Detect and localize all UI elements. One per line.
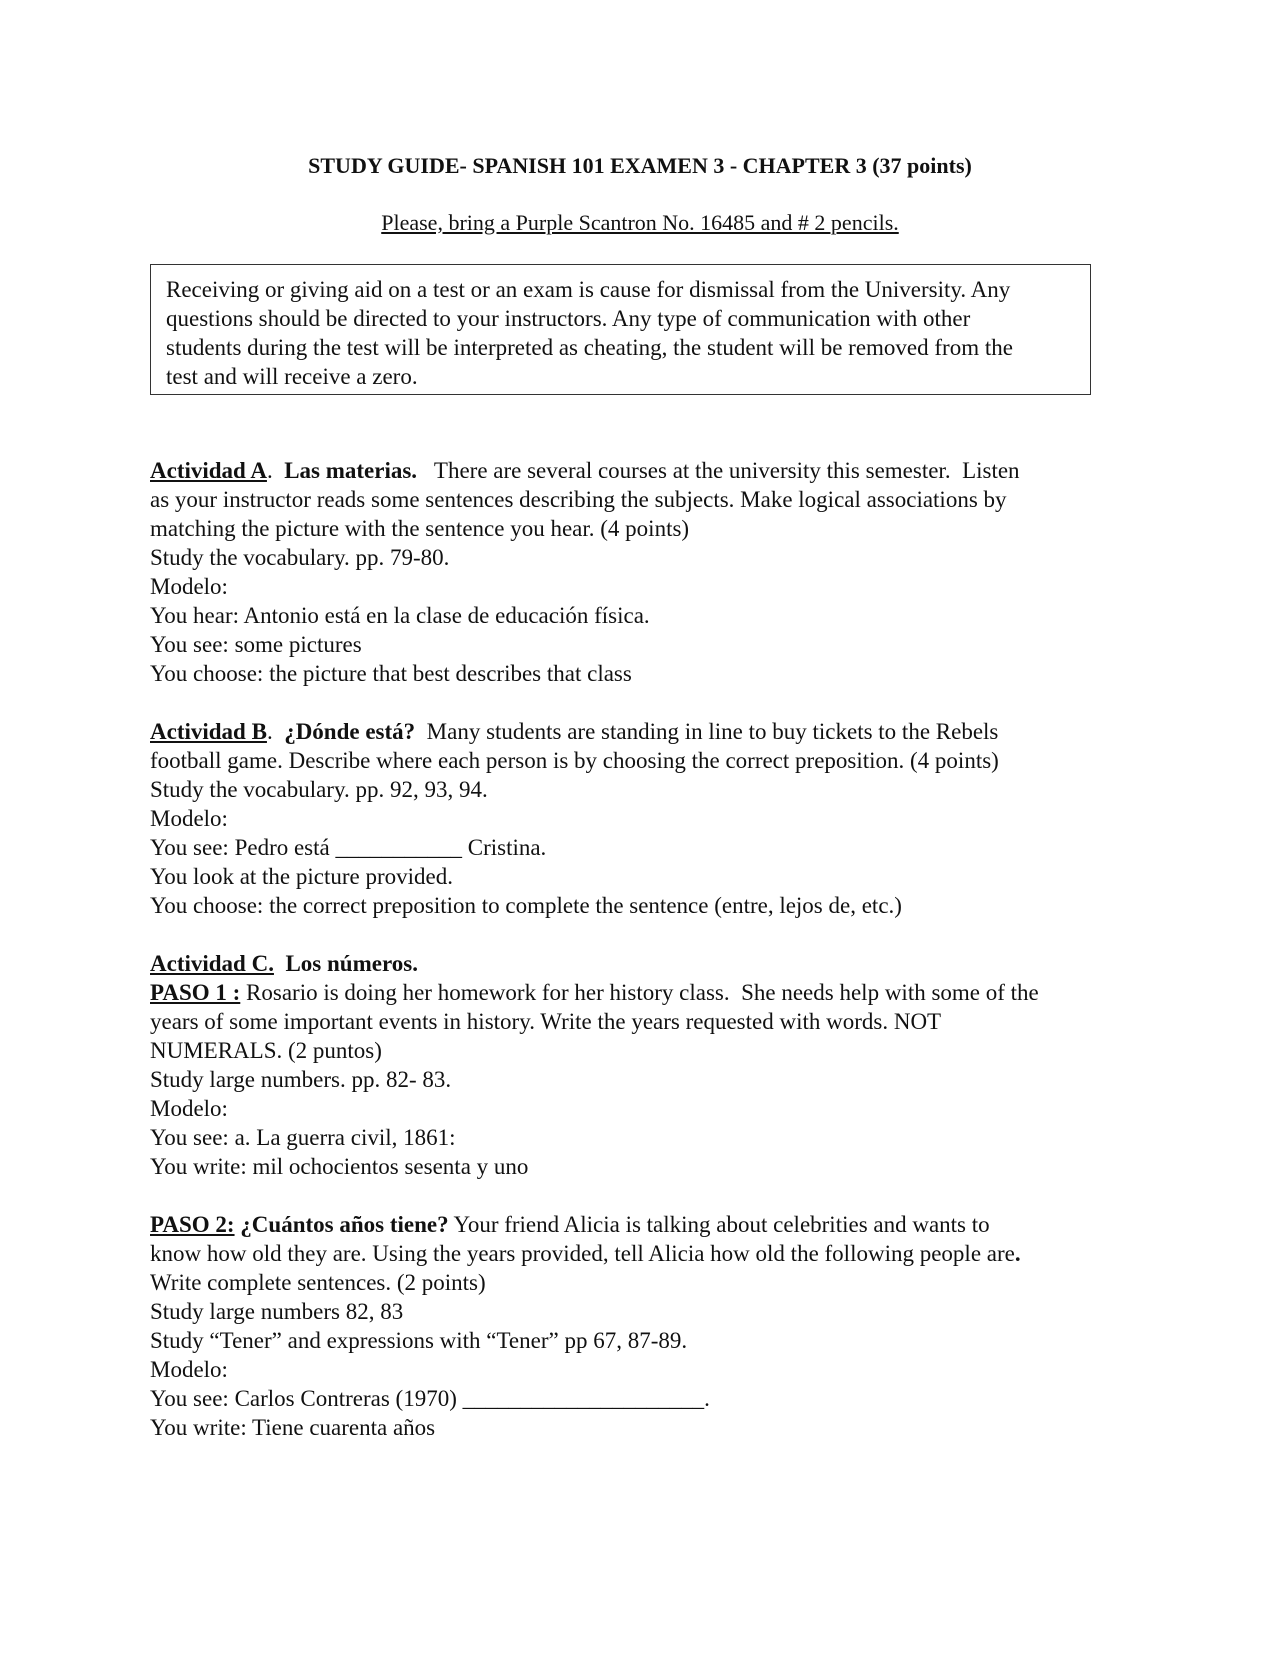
paso-1-heading-line xyxy=(150,978,1130,1007)
actividad-b-label: Actividad B xyxy=(150,719,267,744)
page-subtitle: Please, bring a Purple Scantron No. 16485 and # 2 pencils. xyxy=(381,210,899,235)
paso-1-line: NUMERALS. (2 puntos) xyxy=(150,1038,382,1063)
page-title: STUDY GUIDE- SPANISH 101 EXAMEN 3 - CHAPTER 3 (37 points) xyxy=(308,153,972,178)
study-guide-content xyxy=(150,456,1130,1442)
paso-2-line: Study “Tener” and expressions with “Tener” pp 67, 87-89. xyxy=(150,1328,688,1353)
actividad-a-line: Modelo: xyxy=(150,574,228,599)
paso-2-label: PASO 2: xyxy=(150,1212,235,1237)
actividad-c-label: Actividad C. xyxy=(150,951,274,976)
section-spacer xyxy=(150,688,1130,717)
paso-2-line: Study large numbers 82, 83 xyxy=(150,1299,404,1324)
paso-2-heading-line xyxy=(150,1210,1130,1239)
actividad-b-line: You see: Pedro está ___________ Cristina. xyxy=(150,835,547,860)
paso-1-label: PASO 1 : xyxy=(150,980,241,1005)
academic-integrity-notice xyxy=(150,264,1091,395)
actividad-a-heading-line xyxy=(150,456,1130,485)
actividad-c-heading-line xyxy=(150,949,1130,978)
paso-2-line xyxy=(150,1239,1130,1268)
actividad-b-line: football game. Describe where each person is by choosing the correct preposition. (4 points) xyxy=(150,748,999,773)
actividad-a-line: as your instructor reads some sentences describing the subjects. Make logical associations by xyxy=(150,487,1007,512)
paso-1-line: Study large numbers. pp. 82- 83. xyxy=(150,1067,452,1092)
paso-2-intro: Your friend Alicia is talking about celebrities and wants to xyxy=(448,1212,990,1237)
section-spacer xyxy=(150,920,1130,949)
actividad-a-line: You choose: the picture that best describes that class xyxy=(150,661,632,686)
paso-1-line: years of some important events in history. Write the years requested with words. NOT xyxy=(150,1009,942,1034)
actividad-b-separator: . xyxy=(266,719,285,744)
actividad-a-label: Actividad A xyxy=(150,458,267,483)
notice-line: questions should be directed to your instructors. Any type of communication with other xyxy=(166,306,971,331)
actividad-a-intro: There are several courses at the university this semester. Listen xyxy=(417,458,1020,483)
actividad-b-heading: ¿Dónde está? xyxy=(284,719,416,744)
notice-line: students during the test will be interpreted as cheating, the student will be removed from the xyxy=(166,335,1013,360)
actividad-a-line: matching the picture with the sentence you hear. (4 points) xyxy=(150,516,690,541)
actividad-b-line: You look at the picture provided. xyxy=(150,864,454,889)
paso-1-line: You write: mil ochocientos sesenta y uno xyxy=(150,1154,529,1179)
actividad-a-line: You hear: Antonio está en la clase de educación física. xyxy=(150,603,650,628)
section-spacer xyxy=(150,1181,1130,1210)
actividad-b-heading-line xyxy=(150,717,1130,746)
paso-1-intro: Rosario is doing her homework for her history class. She needs help with some of the xyxy=(240,980,1039,1005)
paso-2-line: Modelo: xyxy=(150,1357,228,1382)
actividad-c-heading: Los números. xyxy=(273,951,418,976)
actividad-a-separator: . xyxy=(266,458,285,483)
paso-2-line: You write: Tiene cuarenta años xyxy=(150,1415,436,1440)
actividad-a-heading: Las materias. xyxy=(284,458,418,483)
paso-2-line: Write complete sentences. (2 points) xyxy=(150,1270,486,1295)
paso-2-line-text: know how old they are. Using the years provided, tell Alicia how old the following people are xyxy=(150,1241,1015,1266)
paso-2-line: You see: Carlos Contreras (1970) _____________________. xyxy=(150,1386,710,1411)
actividad-a-line: You see: some pictures xyxy=(150,632,362,657)
actividad-a-line: Study the vocabulary. pp. 79-80. xyxy=(150,545,450,570)
paso-2-line-period: . xyxy=(1014,1241,1021,1266)
paso-1-line: Modelo: xyxy=(150,1096,228,1121)
notice-line: Receiving or giving aid on a test or an exam is cause for dismissal from the University. Any xyxy=(166,277,1011,302)
actividad-b-line: Modelo: xyxy=(150,806,228,831)
actividad-b-line: You choose: the correct preposition to complete the sentence (entre, lejos de, etc.) xyxy=(150,893,902,918)
paso-2-heading: ¿Cuántos años tiene? xyxy=(234,1212,449,1237)
paso-1-line: You see: a. La guerra civil, 1861: xyxy=(150,1125,456,1150)
actividad-b-intro: Many students are standing in line to buy tickets to the Rebels xyxy=(415,719,999,744)
notice-line: test and will receive a zero. xyxy=(166,364,418,389)
actividad-b-line: Study the vocabulary. pp. 92, 93, 94. xyxy=(150,777,488,802)
